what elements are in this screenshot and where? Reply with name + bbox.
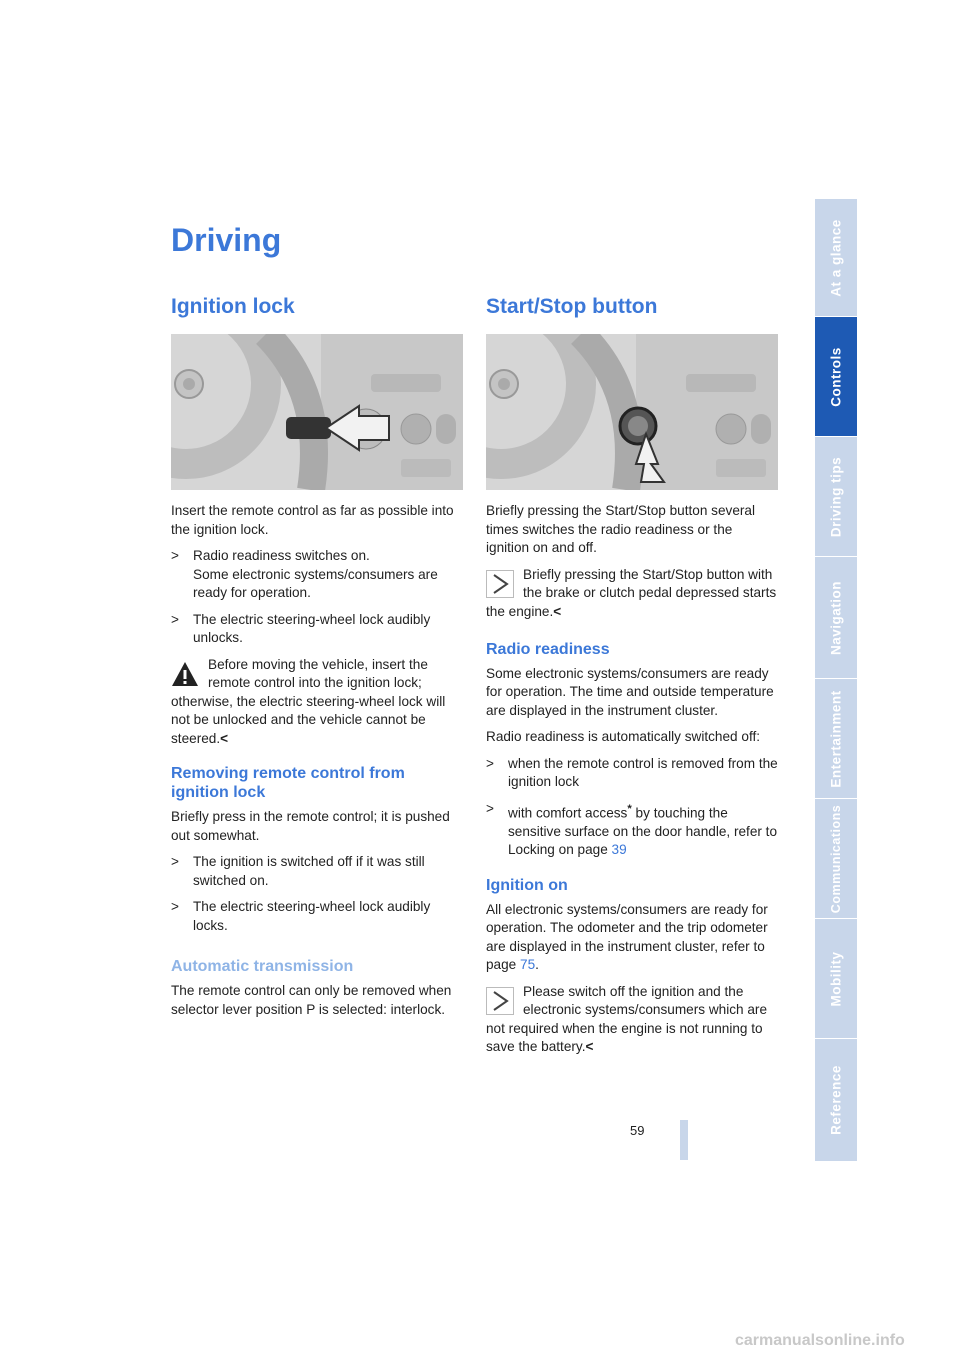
start-stop-photo: [486, 334, 778, 490]
sidebar-tab-controls[interactable]: [815, 316, 857, 437]
subheading-ignition-on: Ignition on: [486, 876, 568, 894]
section-heading-start-stop: Start/Stop button: [486, 295, 658, 318]
bullet-marker: >: [486, 800, 494, 816]
tab-label: Controls: [828, 347, 844, 407]
page-number: 59: [630, 1123, 645, 1138]
end-mark: <: [220, 730, 229, 746]
info-note: [486, 983, 778, 1057]
subheading-radio-readiness: Radio readiness: [486, 640, 610, 658]
bullet-text-line: Radio readiness switches on.: [193, 548, 370, 563]
tab-label: Driving tips: [828, 456, 844, 538]
sidebar-tab-driving-tips[interactable]: [815, 436, 857, 557]
comfort-access-text-2: by touching the sensitive surface on the door handle, refer to Locking on page: [508, 805, 778, 858]
list-item: [171, 898, 463, 935]
list-item-text: The ignition is switched off if it was still switched on.: [193, 854, 425, 888]
bullet-marker: >: [171, 548, 179, 563]
ignition-on-text-b: .: [535, 957, 539, 973]
sidebar-tab-communications[interactable]: [815, 798, 857, 919]
bullet-marker: >: [171, 611, 179, 627]
list-item-text: when the remote control is removed from the ignition lock: [508, 755, 778, 789]
automatic-text: The remote control can only be removed when selector lever position P is selected: interlock.: [171, 983, 452, 1017]
tab-label: Entertainment: [828, 690, 844, 788]
sidebar-tab-mobility[interactable]: [815, 918, 857, 1039]
note-arrow-icon: [486, 987, 514, 1015]
ignition-intro: Insert the remote control as far as possible into the ignition lock.: [171, 503, 454, 537]
sidebar-tab-navigation[interactable]: [815, 556, 857, 679]
warning-triangle-icon: [171, 660, 199, 688]
list-item-text: [193, 547, 463, 603]
removing-text: Briefly press in the remote control; it is pushed out somewhat.: [171, 809, 450, 843]
sidebar-tab-entertainment[interactable]: [815, 678, 857, 799]
info-note: [486, 566, 778, 624]
warning-note: [171, 656, 463, 749]
option-star: *: [627, 802, 632, 815]
list-item-text: The electric steering-wheel lock audibly unlocks.: [193, 611, 431, 645]
ignition-on-text: [486, 901, 778, 975]
right-column: [486, 502, 778, 1065]
note-text: Briefly pressing the Start/Stop button with the brake or clutch pedal depressed starts the engine.: [486, 566, 777, 619]
section-heading-ignition-lock: Ignition lock: [171, 295, 295, 318]
page-title: Driving: [171, 222, 282, 258]
bullet-text-line2: Some electronic systems/consumers are ready for operation.: [193, 566, 438, 600]
list-item: [171, 611, 463, 648]
sidebar-tab-at-a-glance[interactable]: [815, 198, 857, 317]
ignition-lock-photo: [171, 334, 463, 490]
tab-label: Mobility: [828, 951, 844, 1007]
bullet-marker: >: [171, 854, 179, 869]
left-column: [171, 502, 463, 1027]
warning-text: Before moving the vehicle, insert the remote control into the ignition lock; otherwise, the electric steering-wheel lock will not be unlocked and the vehicle cannot be steered.: [171, 656, 446, 746]
page-number-bar: [680, 1120, 688, 1160]
page-link-39[interactable]: 39: [611, 842, 627, 858]
list-item: [486, 800, 778, 860]
end-mark: <: [585, 1039, 594, 1055]
end-mark: <: [553, 603, 562, 619]
sidebar-tab-reference[interactable]: [815, 1038, 857, 1161]
tab-label: At a glance: [828, 219, 844, 297]
note-arrow-icon: [486, 570, 514, 598]
ignition-on-text-a: All electronic systems/consumers are ready for operation. The odometer and the trip odometer are displayed in the instrument cluster, refer to page: [486, 901, 768, 973]
page-link-75[interactable]: 75: [520, 957, 536, 973]
radio-text: Some electronic systems/consumers are ready for operation. The time and outside temperature are displayed in the instrument cluster.: [486, 665, 774, 718]
tab-label: Navigation: [828, 580, 844, 656]
list-item: [486, 755, 778, 792]
bullet-marker: >: [171, 899, 179, 914]
list-item-text: [508, 800, 778, 860]
bullet-marker: >: [486, 755, 494, 771]
list-item: [171, 853, 463, 890]
start-stop-intro: Briefly pressing the Start/Stop button several times switches the radio readiness or the ignition on and off.: [486, 503, 755, 555]
note-text: Please switch off the ignition and the electronic systems/consumers which are not required when the engine is not running to save the battery.: [486, 983, 768, 1055]
list-item: [171, 547, 463, 603]
list-item-text: The electric steering-wheel lock audibly locks.: [193, 899, 431, 933]
subheading-removing-remote: Removing remote control from ignition lock: [171, 765, 405, 801]
tab-label: Reference: [828, 1065, 844, 1135]
comfort-access-text: with comfort access: [508, 805, 628, 821]
subheading-automatic-transmission: Automatic transmission: [171, 958, 354, 975]
tab-label: Communications: [829, 804, 843, 914]
radio-text-2: Radio readiness is automatically switched off:: [486, 729, 761, 744]
watermark: carmanualsonline.info: [735, 1332, 905, 1349]
